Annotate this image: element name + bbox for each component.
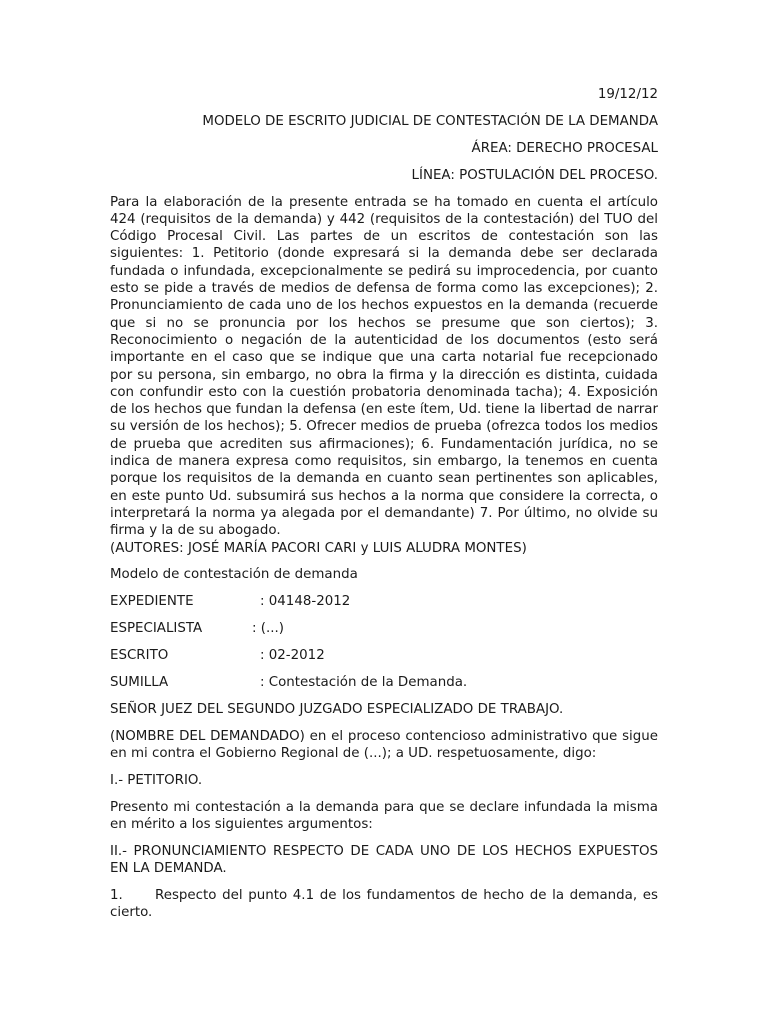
- field-value: : 04148-2012: [260, 594, 351, 610]
- field-label: EXPEDIENTE: [110, 594, 194, 610]
- petitorio-text: Presento mi contestación a la demanda para que se declare infundada la misma en mérito a los siguientes argumentos:: [110, 799, 658, 833]
- document-date: 19/12/12: [597, 87, 658, 102]
- field-label: SUMILLA: [110, 674, 169, 690]
- model-heading: Modelo de contestación de demanda: [110, 567, 358, 583]
- field-row-sumilla: [110, 674, 658, 691]
- authors-credit: (AUTORES: JOSÉ MARÍA PACORI CARI y LUIS ALUDRA MONTES): [110, 540, 527, 556]
- field-row-especialista: [110, 620, 658, 637]
- intro-paragraph: [110, 194, 658, 557]
- document-line: LÍNEA: POSTULACIÓN DEL PROCESO.: [411, 167, 658, 183]
- item-number: 1.: [110, 888, 123, 904]
- opening-paragraph: (NOMBRE DEL DEMANDADO) en el proceso contencioso administrativo que sigue en mi contra el Gobierno Regional de (...); a UD. respetuosamente, digo:: [110, 728, 658, 762]
- field-row-escrito: [110, 647, 658, 664]
- field-row-expediente: [110, 593, 658, 610]
- field-value: : Contestación de la Demanda.: [260, 674, 468, 690]
- field-label: ESPECIALISTA: [110, 621, 203, 637]
- item-text: Respecto del punto 4.1 de los fundamentos de hecho de la demanda, es cierto.: [110, 888, 658, 921]
- section-heading-petitorio: I.- PETITORIO.: [110, 772, 203, 788]
- document-page: [110, 86, 658, 931]
- field-value: : (...): [252, 621, 284, 637]
- document-area: ÁREA: DERECHO PROCESAL: [471, 140, 658, 156]
- section-heading-pronunciamiento: II.- PRONUNCIAMIENTO RESPECTO DE CADA UNO DE LOS HECHOS EXPUESTOS EN LA DEMANDA.: [110, 844, 658, 877]
- addressee: SEÑOR JUEZ DEL SEGUNDO JUZGADO ESPECIALIZADO DE TRABAJO.: [110, 701, 564, 717]
- document-title: MODELO DE ESCRITO JUDICIAL DE CONTESTACIÓN DE LA DEMANDA: [202, 113, 658, 129]
- intro-text: Para la elaboración de la presente entrada se ha tomado en cuenta el artículo 424 (requisitos de la demanda) y 442 (requisitos de la contestación) del TUO del Código Procesal Civil. Las partes de un escritos de contestación son las siguientes: 1. Petitorio (donde expresará si la demanda debe ser declarada fundada o infundada, excepcionalmente se pedirá su improcedencia, por cuanto esto se pide a través de medios de defensa de forma como las excepciones); 2. Pronunciamiento de cada uno de los hechos expuestos en la demanda (recuerde que si no se pronuncia por los hechos se presume que son ciertos); 3. Reconocimiento o negación de la autenticidad de los documentos (esto será importante en el caso que se indique que una carta notarial fue recepcionado por su persona, sin embargo, no obra la firma y la dirección es distinta, cuidada con confundir esto con la cuestión probatoria denominada tacha); 4. Exposición de los hechos que fundan la defensa (en este ítem, Ud. tiene la libertad de narrar su versión de los hechos); 5. Ofrecer medios de prueba (ofrezca todos los medios de prueba que acrediten sus afirmaciones); 6. Fundamentación jurídica, no se indica de manera expresa como requisitos, sin embargo, la tenemos en cuenta porque los requisitos de la demanda en cuanto sean pertinentes son aplicables, en este punto Ud. subsumirá sus hechos a la norma que considere la correcta, o interpretará la norma ya alegada por el demandante) 7. Por último, no olvide su firma y la de su abogado.: [110, 194, 658, 539]
- field-value: : 02-2012: [260, 648, 325, 664]
- field-label: ESCRITO: [110, 648, 169, 664]
- numbered-item: [110, 887, 658, 922]
